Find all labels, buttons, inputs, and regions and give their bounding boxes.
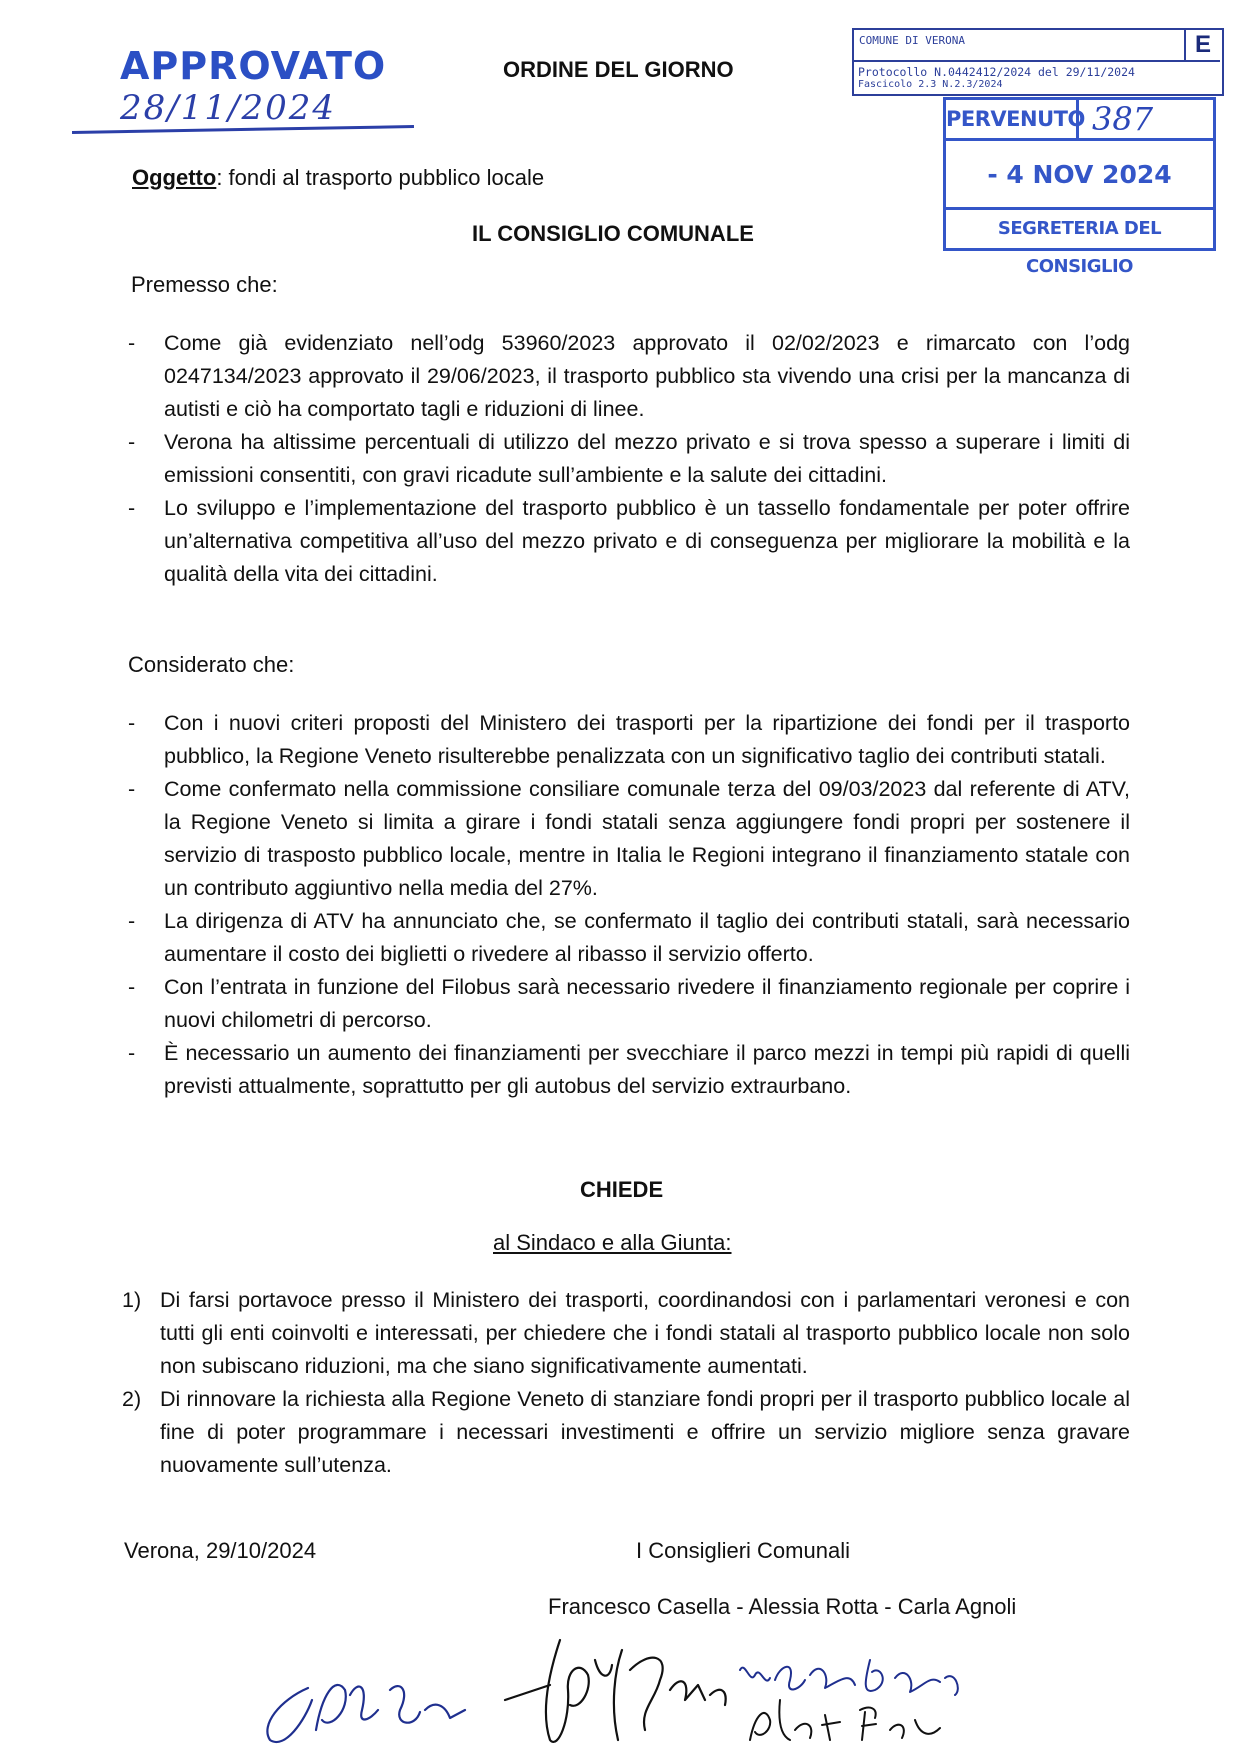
subject-text: : fondi al trasporto pubblico locale [216,165,545,190]
pervenuto-number: 387 [1092,100,1154,138]
requests-list [122,1284,1130,1482]
bullet-dash: - [128,430,136,454]
bullet-dash: - [128,909,136,933]
place-date: Verona, 29/10/2024 [124,1538,317,1563]
signature-4 [750,1700,940,1740]
list-item-text: È necessario un aumento dei finanziamenti per svecchiare il parco mezzi in tempi più rapidi di quelli previsti attualmente, soprattutto per gli autobus del servizio extraurbano. [164,1041,1130,1098]
protocol-stamp [852,28,1224,96]
approved-date-handwritten: 28/11/2024 [120,88,336,128]
signature-2 [505,1640,726,1742]
list-item-text: Di rinnovare la richiesta alla Regione Veneto di stanziare fondi propri per il trasporto pubblico locale al fine di poter programmare i necessari investimenti e offrire un servizio migliore senza gravare nuovamente sull’utenza. [160,1387,1130,1477]
list-item-number: 1) [122,1288,142,1312]
bullet-dash: - [128,496,136,520]
document-title: ORDINE DEL GIORNO [503,57,734,82]
bullet-dash: - [128,975,136,999]
pervenuto-stamp [943,97,1216,277]
pervenuto-office: SEGRETERIA DEL CONSIGLIO [997,218,1162,277]
list-item [128,905,1130,971]
council-heading: IL CONSIGLIO COMUNALE [472,221,754,246]
bullet-dash: - [128,1041,136,1065]
list-item [128,327,1130,426]
protocol-comune: COMUNE DI VERONA [859,34,965,47]
bullet-dash: - [128,331,136,355]
approved-stamp: APPROVATO [120,44,387,88]
protocol-fascicolo: Fascicolo 2.3 N.2.3/2024 [858,79,1003,90]
list-item-text: Come confermato nella commissione consiliare comunale terza del 09/03/2023 dal referente di ATV, la Regione Veneto si limita a girare i fondi statali senza aggiungere fondi propri per sostenere il servizio di trasposto pubblico locale, mentre in Italia le Regioni integrano il finanziamento statale con un contributo aggiuntivo nella media del 27%. [164,777,1130,900]
protocol-number: Protocollo N.0442412/2024 del 29/11/2024 [858,65,1135,79]
premesso-title: Premesso che: [131,272,278,297]
list-item [128,426,1130,492]
list-item-text: Lo sviluppo e l’implementazione del trasporto pubblico è un tassello fondamentale per poter offrire un’alternativa competitiva all’uso del mezzo privato e di conseguenza per migliorare la mobilità e la qualità della vita dei cittadini. [164,496,1130,586]
handwritten-signatures [250,1600,1100,1750]
list-item [128,707,1130,773]
list-item-text: Di farsi portavoce presso il Ministero dei trasporti, coordinandosi con i parlamentari veronesi e con tutti gli enti coinvolti e interessati, per chiedere che i fondi statali al trasporto pubblico locale non solo non subiscano riduzioni, ma che siano significativamente aumentati. [160,1288,1130,1378]
list-item-text: La dirigenza di ATV ha annunciato che, se confermato il taglio dei contributi statali, sarà necessario aumentare il costo dei biglietti o rivedere al ribasso il servizio offerto. [164,909,1130,966]
list-item [128,1037,1130,1103]
chiede-heading: CHIEDE [580,1177,664,1202]
signature-1 [267,1685,465,1742]
protocol-header-row [854,30,1220,62]
list-item [128,492,1130,591]
pervenuto-bottom-row [946,207,1213,277]
premesso-list [128,327,1130,591]
considerato-list [128,707,1130,1103]
signers-title: I Consiglieri Comunali [636,1538,850,1563]
list-item-number: 2) [122,1387,142,1411]
bullet-dash: - [128,777,136,801]
subject-line [132,165,544,191]
pervenuto-top-row [946,100,1213,141]
list-item-text: Come già evidenziato nell’odg 53960/2023 approvato il 02/02/2023 e rimarcato con l’odg 0247134/2023 approvato il 29/06/2023, il trasporto pubblico sta vivendo una crisi per la mancanza di autisti e ciò ha comportato tagli e riduzioni di linee. [164,331,1130,421]
list-item-text: Con l’entrata in funzione del Filobus sarà necessario rivedere il finanziamento regionale per coprire i nuovi chilometri di percorso. [164,975,1130,1032]
pervenuto-date: - 4 NOV 2024 [987,160,1172,189]
list-item [122,1383,1130,1482]
list-item-text: Verona ha altissime percentuali di utilizzo del mezzo privato e si trova spesso a superare i limiti di emissioni consentiti, con gravi ricadute sull’ambiente e la salute dei cittadini. [164,430,1130,487]
protocol-letter: E [1184,30,1220,60]
list-item [128,971,1130,1037]
considerato-title: Considerato che: [128,652,295,677]
signature-3 [740,1660,958,1695]
list-item [128,773,1130,905]
subject-label: Oggetto [132,165,217,190]
signers-names: Francesco Casella - Alessia Rotta - Carla Agnoli [548,1594,1017,1619]
chiede-recipient: al Sindaco e alla Giunta: [493,1230,732,1255]
pervenuto-label: PERVENUTO [946,100,1079,138]
list-item [122,1284,1130,1383]
bullet-dash: - [128,711,136,735]
list-item-text: Con i nuovi criteri proposti del Ministero dei trasporti per la ripartizione dei fondi per il trasporto pubblico, la Regione Veneto risulterebbe penalizzata con un significativo taglio dei contributi statali. [164,711,1130,768]
